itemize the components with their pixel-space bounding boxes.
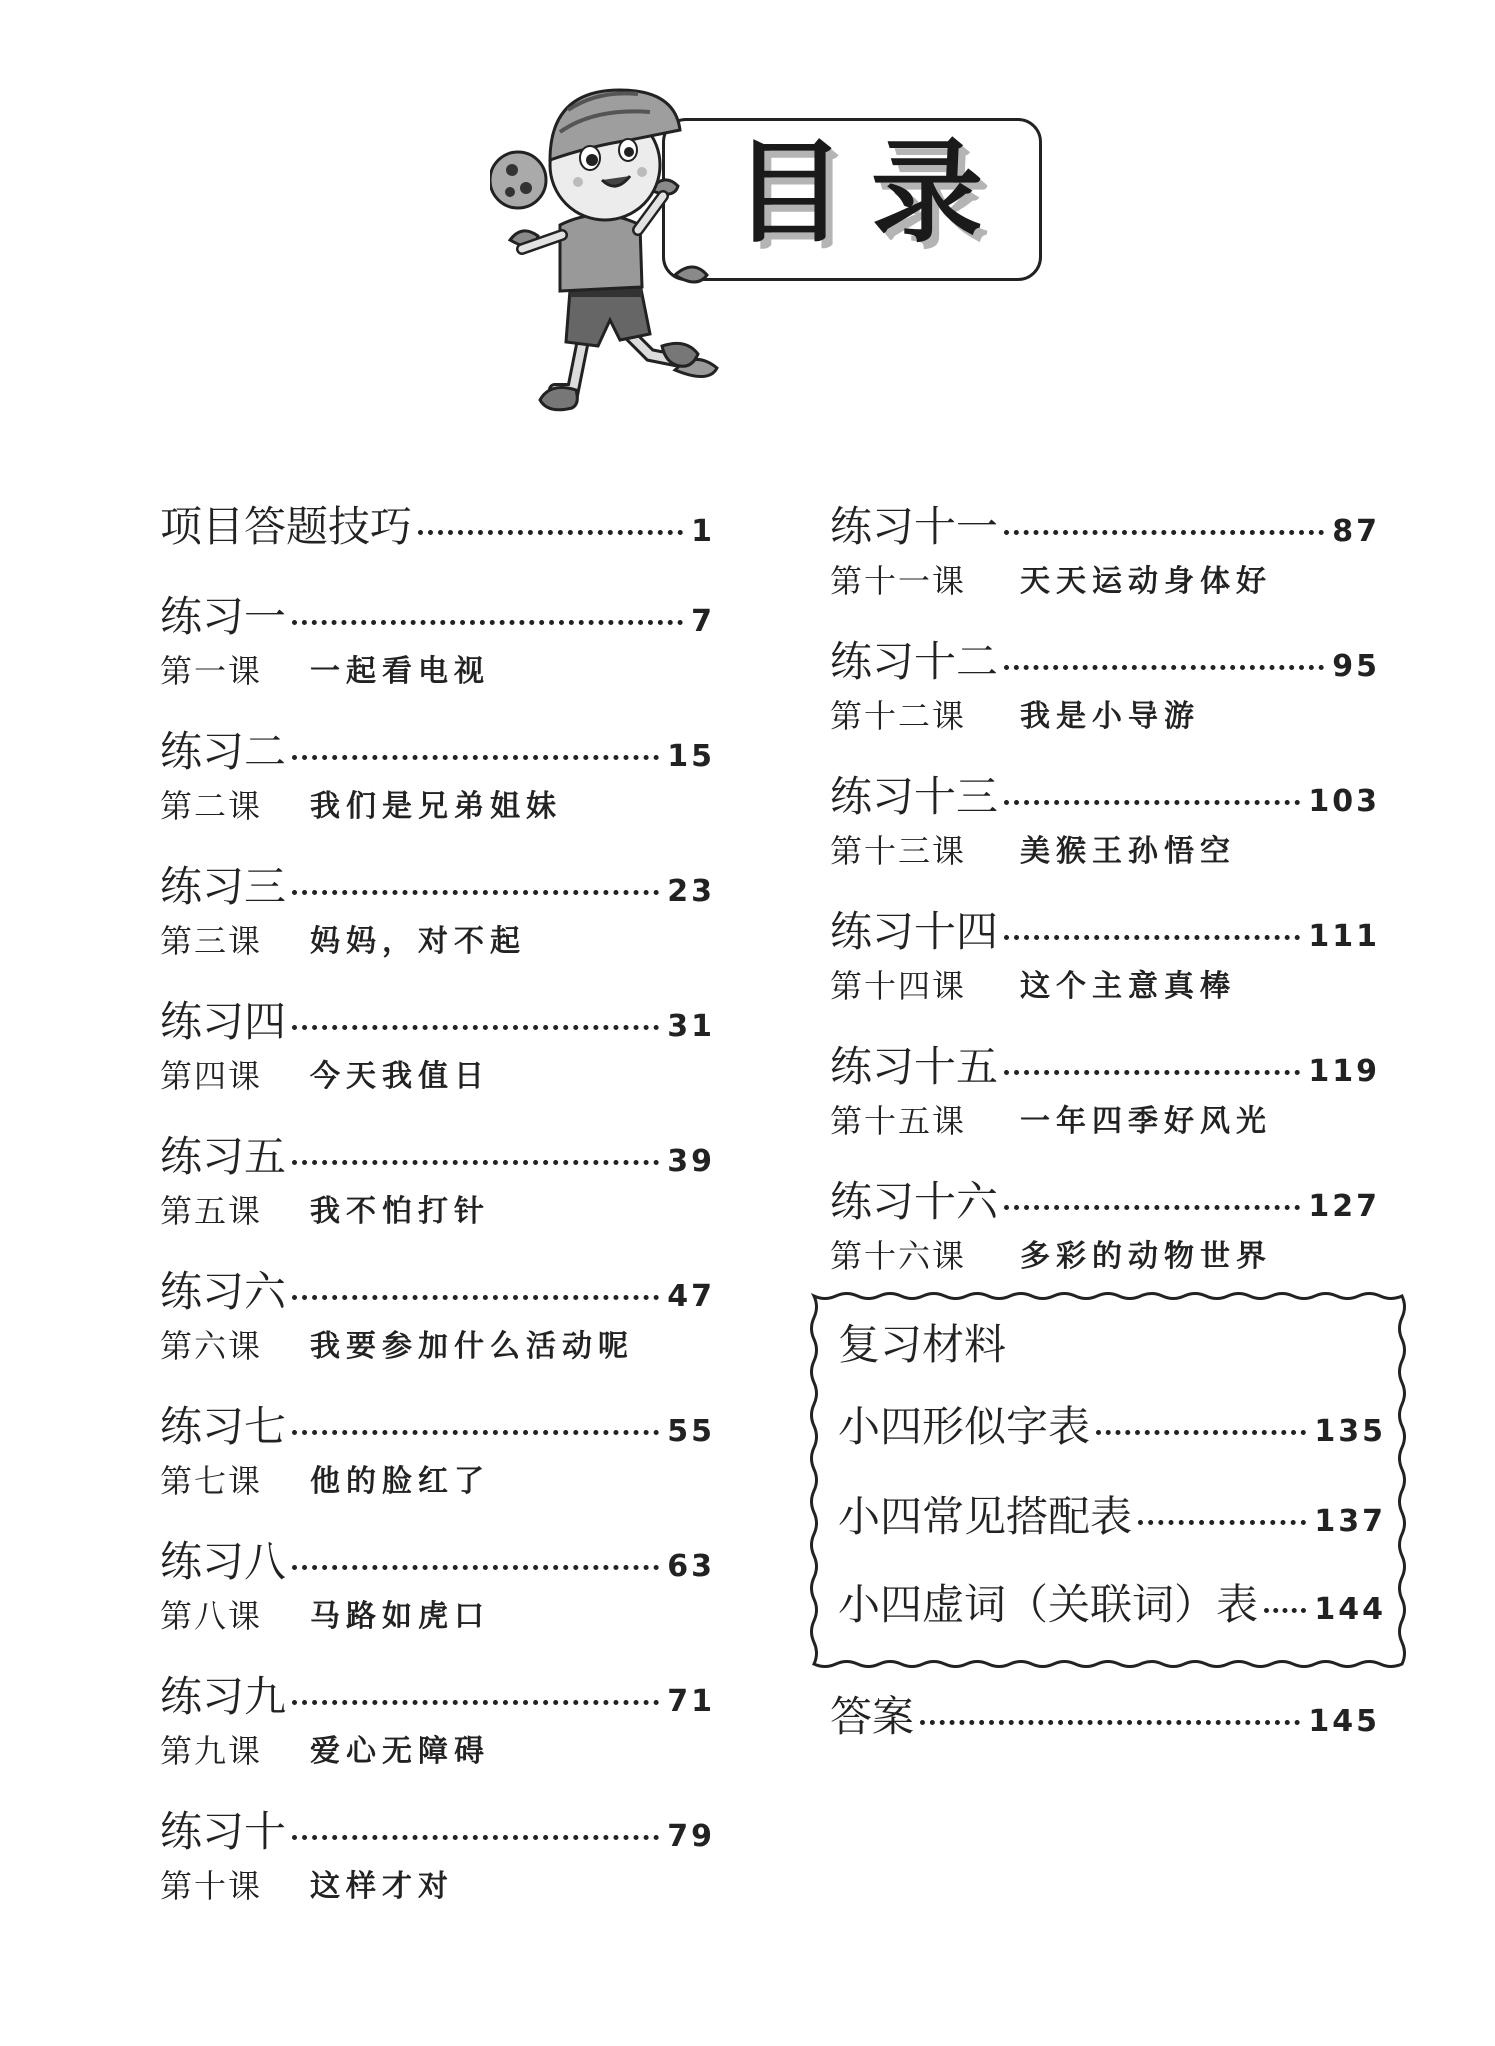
toc-entry-exercise-4[interactable]: [160, 995, 715, 1095]
toc-entry-function-words[interactable]: [838, 1578, 1386, 1632]
entry-title: 练习七: [160, 1402, 287, 1451]
lesson-title: 多彩的动物世界: [1020, 1239, 1272, 1274]
dot-leader: [292, 1025, 659, 1030]
dot-leader: [418, 530, 683, 535]
entry-title: 小四虚词（关联词）表: [838, 1580, 1259, 1629]
page-number: 55: [667, 1414, 715, 1449]
entry-title: 练习十五: [830, 1042, 999, 1091]
entry-title: 练习十三: [830, 772, 999, 821]
toc-entry-exercise-7[interactable]: [160, 1400, 715, 1500]
review-heading: 复习材料: [838, 1320, 1007, 1369]
lesson-number: 第十四课: [830, 967, 967, 1005]
toc-entry-exercise-12[interactable]: [830, 635, 1380, 735]
toc-entry-exercise-15[interactable]: [830, 1040, 1380, 1140]
entry-title: 项目答题技巧: [160, 502, 413, 551]
dot-leader: [292, 1430, 659, 1435]
page-number: 135: [1314, 1414, 1386, 1449]
lesson-number: 第一课: [160, 652, 263, 690]
page-number: 47: [667, 1279, 715, 1314]
dot-leader: [292, 1295, 659, 1300]
entry-title: 练习三: [160, 862, 287, 911]
dot-leader: [1004, 800, 1300, 805]
lesson-title: 我要参加什么活动呢: [310, 1329, 634, 1364]
page-number: 103: [1308, 784, 1380, 819]
toc-entry-exercise-9[interactable]: [160, 1670, 715, 1770]
lesson-title: 今天我值日: [310, 1059, 490, 1094]
entry-title: 答案: [830, 1692, 915, 1741]
lesson-number: 第六课: [160, 1327, 263, 1365]
toc-entry-exercise-11[interactable]: [830, 500, 1380, 600]
dot-leader: [292, 890, 659, 895]
dot-leader: [292, 1160, 659, 1165]
page-number: 63: [667, 1549, 715, 1584]
entry-title: 练习四: [160, 997, 287, 1046]
page-number: 119: [1308, 1054, 1380, 1089]
entry-title: 练习一: [160, 592, 287, 641]
dot-leader: [1004, 935, 1300, 940]
toc-header: [490, 70, 1050, 450]
page-number: 71: [667, 1684, 715, 1719]
lesson-title: 这样才对: [310, 1869, 454, 1904]
lesson-title: 我是小导游: [1020, 699, 1200, 734]
page-number: 144: [1314, 1592, 1386, 1627]
lesson-title: 我不怕打针: [310, 1194, 490, 1229]
entry-title: 练习九: [160, 1672, 287, 1721]
lesson-number: 第四课: [160, 1057, 263, 1095]
page-number: 87: [1332, 514, 1380, 549]
lesson-title: 美猴王孙悟空: [1020, 834, 1236, 869]
toc-entry-answers[interactable]: [830, 1690, 1380, 1744]
toc-entry-similar-characters[interactable]: [838, 1400, 1386, 1454]
toc-entry-exercise-6[interactable]: [160, 1265, 715, 1365]
lesson-title: 妈妈，对不起: [310, 924, 526, 959]
entry-title: 练习八: [160, 1537, 287, 1586]
page-title: 目录: [733, 128, 1009, 258]
entry-title: 练习十四: [830, 907, 999, 956]
dot-leader: [1004, 665, 1324, 670]
lesson-title: 一年四季好风光: [1020, 1104, 1272, 1139]
lesson-title: 爱心无障碍: [310, 1734, 490, 1769]
lesson-number: 第十五课: [830, 1102, 967, 1140]
toc-entry-common-collocations[interactable]: [838, 1490, 1386, 1544]
dot-leader: [1264, 1608, 1306, 1613]
dot-leader: [920, 1720, 1300, 1725]
lesson-number: 第八课: [160, 1597, 263, 1635]
page-number: 111: [1308, 919, 1380, 954]
entry-title: 练习十: [160, 1807, 287, 1856]
toc-entry-exercise-8[interactable]: [160, 1535, 715, 1635]
dot-leader: [1004, 530, 1324, 535]
lesson-number: 第十二课: [830, 697, 967, 735]
page-number: 23: [667, 874, 715, 909]
entry-title: 练习十一: [830, 502, 999, 551]
lesson-title: 天天运动身体好: [1020, 564, 1272, 599]
entry-title: 练习五: [160, 1132, 287, 1181]
page-number: 79: [667, 1819, 715, 1854]
climber-kid-illustration-icon: [490, 70, 750, 450]
toc-entry-exercise-16[interactable]: [830, 1175, 1380, 1275]
lesson-number: 第十三课: [830, 832, 967, 870]
page-number: 145: [1308, 1704, 1380, 1739]
toc-entry-exercise-3[interactable]: [160, 860, 715, 960]
lesson-number: 第九课: [160, 1732, 263, 1770]
dot-leader: [292, 620, 683, 625]
entry-title: 小四形似字表: [838, 1402, 1091, 1451]
lesson-number: 第十课: [160, 1867, 263, 1905]
dot-leader: [1004, 1205, 1300, 1210]
dot-leader: [1004, 1070, 1300, 1075]
entry-title: 练习十二: [830, 637, 999, 686]
dot-leader: [292, 1700, 659, 1705]
lesson-title: 一起看电视: [310, 654, 490, 689]
dot-leader: [292, 755, 659, 760]
dot-leader: [292, 1835, 659, 1840]
page-number: 95: [1332, 649, 1380, 684]
lesson-title: 这个主意真棒: [1020, 969, 1236, 1004]
entry-title: 小四常见搭配表: [838, 1492, 1133, 1541]
lesson-number: 第十六课: [830, 1237, 967, 1275]
lesson-title: 我们是兄弟姐妹: [310, 789, 562, 824]
dot-leader: [1138, 1520, 1306, 1525]
page-number: 31: [667, 1009, 715, 1044]
toc-entry-exercise-13[interactable]: [830, 770, 1380, 870]
toc-entry-exercise-2[interactable]: [160, 725, 715, 825]
lesson-number: 第五课: [160, 1192, 263, 1230]
lesson-title: 他的脸红了: [310, 1464, 490, 1499]
page-number: 1: [691, 514, 715, 549]
page-number: 7: [691, 604, 715, 639]
toc-entry-exercise-10[interactable]: [160, 1805, 715, 1905]
lesson-number: 第七课: [160, 1462, 263, 1500]
page-number: 39: [667, 1144, 715, 1179]
dot-leader: [292, 1565, 659, 1570]
entry-title: 练习二: [160, 727, 287, 776]
lesson-number: 第十一课: [830, 562, 967, 600]
toc-entry-tips[interactable]: [160, 500, 715, 554]
toc-entry-exercise-1[interactable]: [160, 590, 715, 690]
dot-leader: [1096, 1430, 1306, 1435]
entry-title: 练习六: [160, 1267, 287, 1316]
lesson-title: 马路如虎口: [310, 1599, 490, 1634]
toc-entry-exercise-14[interactable]: [830, 905, 1380, 1005]
page-number: 127: [1308, 1189, 1380, 1224]
toc-entry-exercise-5[interactable]: [160, 1130, 715, 1230]
lesson-number: 第二课: [160, 787, 263, 825]
entry-title: 练习十六: [830, 1177, 999, 1226]
page-number: 15: [667, 739, 715, 774]
lesson-number: 第三课: [160, 922, 263, 960]
review-materials-box: [808, 1290, 1408, 1670]
page-number: 137: [1314, 1504, 1386, 1539]
